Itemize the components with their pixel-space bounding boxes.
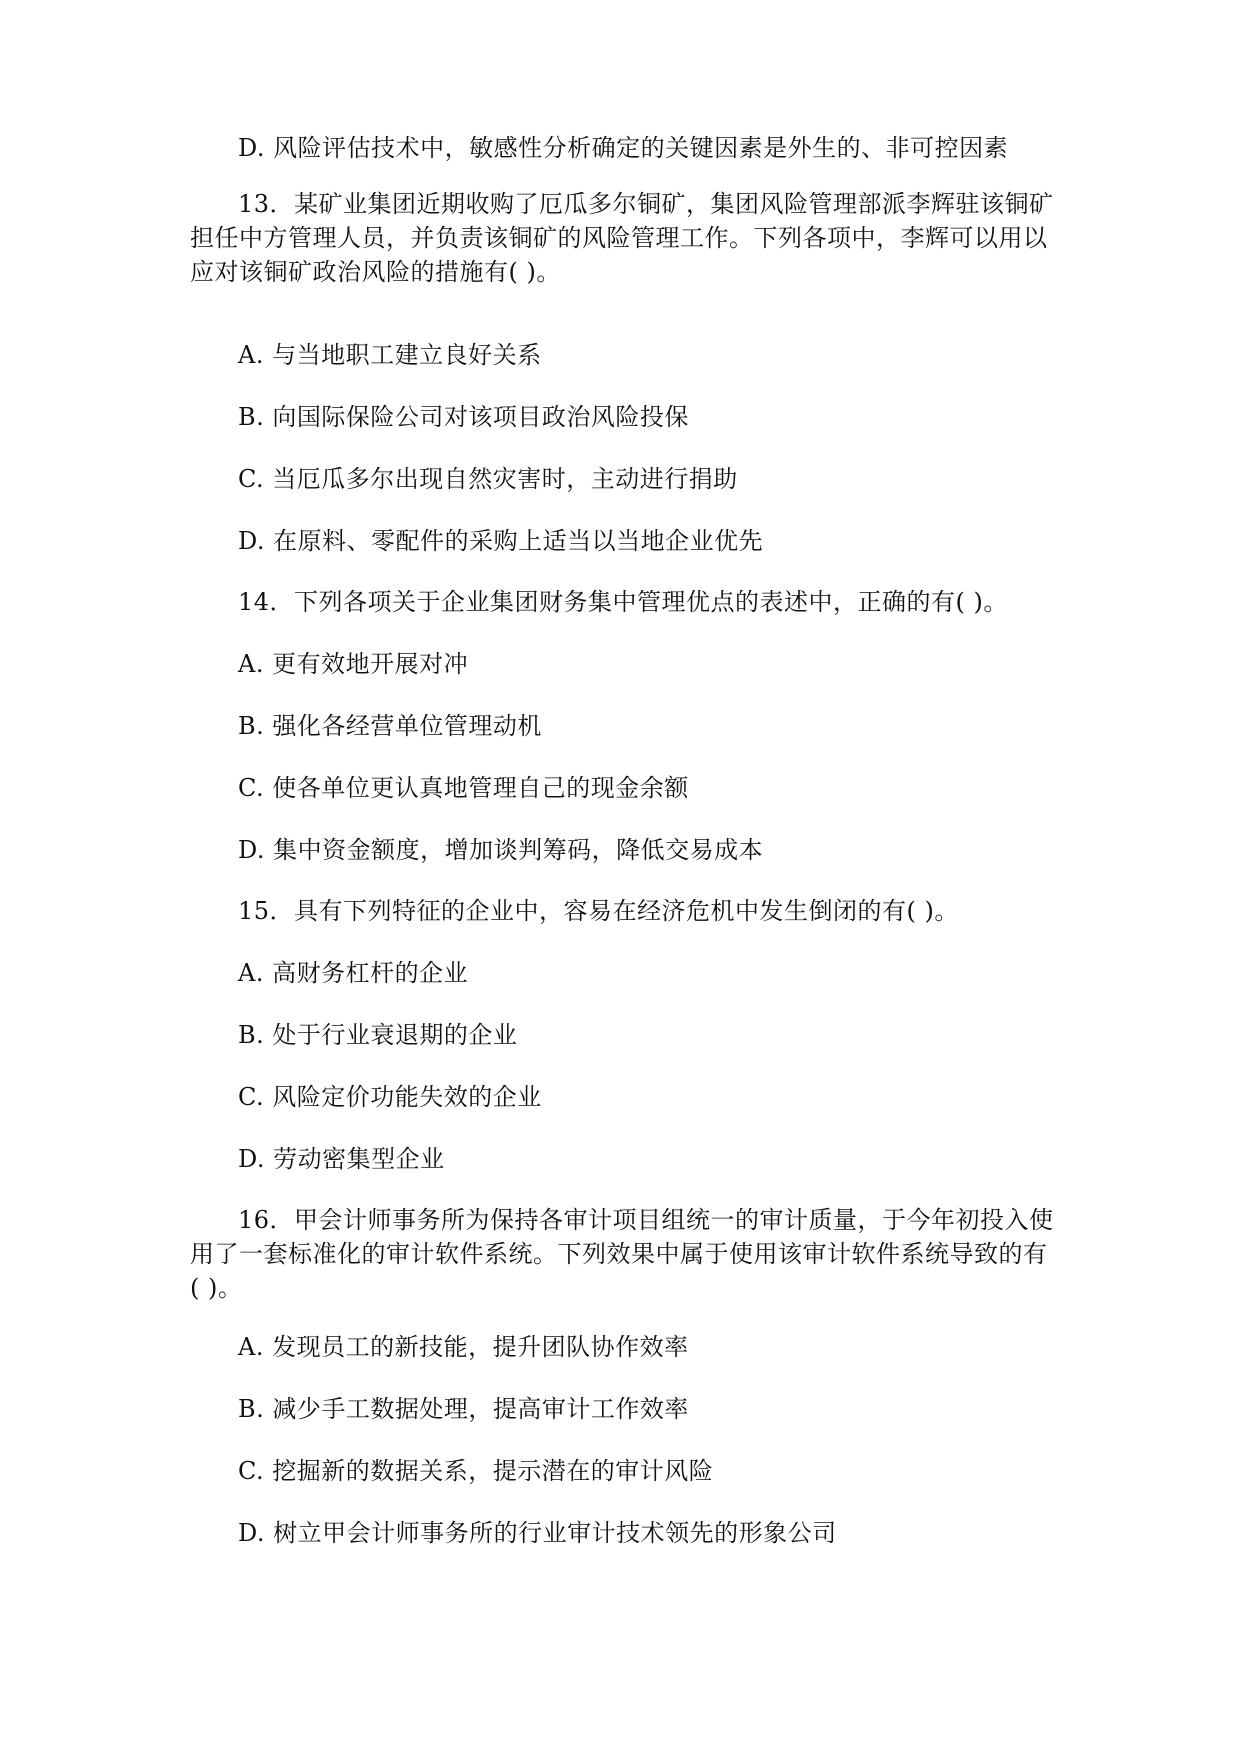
question-13-line-2: 担任中方管理人员，并负责该铜矿的风险管理工作。下列各项中，李辉可以用以 [190, 224, 1048, 252]
question-13 [190, 187, 1060, 289]
option-13-a: A. 与当地职工建立良好关系 [238, 341, 542, 369]
option-13-c: C. 当厄瓜多尔出现自然灾害时，主动进行捐助 [238, 465, 738, 493]
question-15-line-1: 15．具有下列特征的企业中，容易在经济危机中发生倒闭的有( )。 [238, 897, 959, 925]
question-16-line-2: 用了一套标准化的审计软件系统。下列效果中属于使用该审计软件系统导致的有 [190, 1240, 1048, 1268]
option-14-c: C. 使各单位更认真地管理自己的现金余额 [238, 774, 689, 802]
question-15 [190, 894, 1060, 928]
option-13-d: D. 在原料、零配件的采购上适当以当地企业优先 [238, 527, 764, 555]
question-13-line-3: 应对该铜矿政治风险的措施有( )。 [190, 258, 561, 286]
option-15-b: B. 处于行业衰退期的企业 [238, 1021, 518, 1049]
option-15-a: A. 高财务杠杆的企业 [238, 959, 469, 987]
question-14 [190, 585, 1060, 619]
option-13-b: B. 向国际保险公司对该项目政治风险投保 [238, 403, 689, 431]
question-16 [190, 1203, 1060, 1305]
question-16-line-3: ( )。 [190, 1274, 243, 1302]
option-16-a: A. 发现员工的新技能，提升团队协作效率 [238, 1333, 689, 1361]
question-14-line-1: 14．下列各项关于企业集团财务集中管理优点的表述中，正确的有( )。 [238, 588, 1008, 616]
option-14-a: A. 更有效地开展对冲 [238, 650, 469, 678]
option-16-c: C. 挖掘新的数据关系，提示潜在的审计风险 [238, 1457, 714, 1485]
option-15-c: C. 风险定价功能失效的企业 [238, 1083, 542, 1111]
option-16-d: D. 树立甲会计师事务所的行业审计技术领先的形象公司 [238, 1519, 837, 1547]
question-16-line-1: 16．甲会计师事务所为保持各审计项目组统一的审计质量，于今年初投入使 [238, 1206, 1054, 1234]
option-14-b: B. 强化各经营单位管理动机 [238, 712, 542, 740]
question-13-line-1: 13．某矿业集团近期收购了厄瓜多尔铜矿，集团风险管理部派李辉驻该铜矿 [238, 190, 1054, 218]
option-12-d: D. 风险评估技术中，敏感性分析确定的关键因素是外生的、非可控因素 [238, 134, 1009, 162]
option-15-d: D. 劳动密集型企业 [238, 1145, 445, 1173]
option-16-b: B. 减少手工数据处理，提高审计工作效率 [238, 1395, 689, 1423]
option-14-d: D. 集中资金额度，增加谈判筹码，降低交易成本 [238, 836, 764, 864]
